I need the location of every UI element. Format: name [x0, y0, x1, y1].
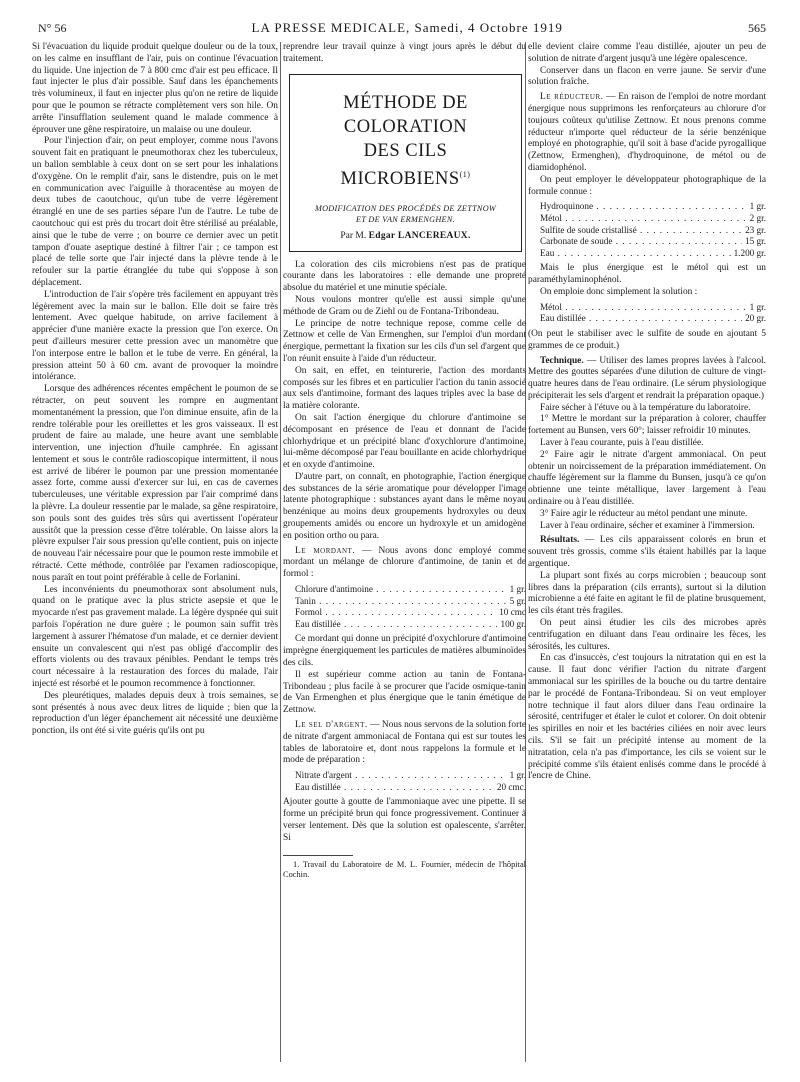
author-line: Par M. Edgar LANCEREAUX.	[340, 230, 471, 241]
article-title	[300, 91, 511, 191]
journal-title: LA PRESSE MEDICALE, Samedi, 4 Octobre 1919	[251, 20, 563, 35]
recipe-developer	[540, 201, 766, 259]
paragraph: En cas d'insuccès, c'est toujours la nitratation qui en est la cause. Il faut donc vérifier l'action du nitrate d'argent ammoniacal sur les spirilles de la bouche ou du tartre dentaire par le procédé de Fontana-Tribondeau. Si on veut employer notre technique il faut alors diluer dans l'eau ordinaire la sérosité, centrifuger et étaler le culot et colorer. On doit obtenir les spirilles en noir et les bactéries ciliées en noir avec leurs cils. S'il se fait un précipité intense au moment de la nitratation, cela n'a pas d'importance, les cils se voient sur le précipité comme s'ils étaient enlisés comme dans le procédé à l'encre de Chine.	[528, 653, 766, 782]
paragraph: Pour l'injection d'air, on peut employer, comme nous l'avons souvent fait en pratiquant le pneumothorax chez les tuberculeux, un ballon semblable à ceux dont on se sert pour les inhalations d'oxygène. On le remplit d'air, sans le distendre, puis on le met en communication avec l'aiguille à thoracentèse au moyen de deux tubes de caoutchouc, qu'un tube de verre légèrement étranglé en une de ses parties sépare l'un de l'autre. Le tube de caoutchouc qui est près du trocart doit être stérilisé au préalable, ainsi que le tube de verre ; on bourre ce dernier avec un petit tampon d'ouate aseptique destiné à filtrer l'air ; ce tampon est placé de telle sorte que l'air injecté dans la plèvre tende à le refouler sur la partie étranglée du tube qui s'oppose à son déplacement.	[32, 136, 278, 288]
paragraph: Il est supérieur comme action au tanin de Fontana-Tribondeau ; plus facile à se procurer que l'acide osmique-tanin de Van Ermenghen et plus énergique que le tanin émétique de Zettnow.	[283, 669, 526, 716]
paragraph: (On peut le stabiliser avec le sulfite de soude en ajoutant 5 grammes de ce produit.)	[528, 328, 766, 351]
paragraph: Si l'évacuation du liquide produit quelque douleur ou de la toux, on les calme en insufflant de l'air, puis on continue l'évacuation du liquide. Une injection de 7 à 800 cmc d'air est peu efficace. Il faut injecter le plus d'air possible. Sauf dans les épanchements très volumineux, il faut en injecter plus qu'on ne retire de liquide pour que le poumon se rétracte complètement vers son hile. On arrête l'insufflation seulement quand le malade commence à éprouver une gêne respiratoire, un malaise ou une douleur.	[32, 42, 278, 135]
paragraph: La coloration des cils microbiens n'est pas de pratique courante dans les laboratoires : elle demande une propreté absolue du matériel et une minutie spéciale.	[283, 259, 526, 294]
paragraph: Nous voulons montrer qu'elle est aussi simple qu'une méthode de Gram ou de Ziehl ou de Fontana-Tribondeau.	[283, 294, 526, 317]
column-1	[32, 42, 278, 738]
footnote-rule	[283, 855, 353, 856]
paragraph-silver: Le sel d'argent. — Nous nous servons de la solution forte de nitrate d'argent ammoniacal de Fontana qui est sur toutes les tables de laboratoire et, dont nous rappelons la formule et le mode de préparation :	[283, 720, 527, 766]
recipe-row: Eau . . . 1.200 gr.	[540, 248, 766, 260]
section-label: Résultats.	[540, 535, 580, 546]
paragraph: On sait l'action énergique du chlorure d'antimoine se décomposant en présence de l'eau et donnant de l'acide chlorhydrique et un précipité blanc d'oxychlorure d'antimoine, lui-même décomposé par l'eau bouillante en acide chlorhydrique et en oxyde d'antimoine.	[283, 412, 526, 471]
recipe-silver	[295, 770, 526, 793]
recipe-row: Carbonate de soude . . . 15 gr.	[540, 236, 766, 248]
paragraph: On peut ainsi étudier les cils des microbes après centrifugation en diluant dans l'eau ordinaire les fèces, les sérosités, les cultures.	[528, 618, 766, 652]
author-name: Edgar LANCEREAUX.	[368, 230, 471, 241]
recipe-row: Tanin . . . 5 gr.	[295, 596, 526, 608]
step: 3° Faire agir le réducteur au métol pendant une minute.	[540, 508, 748, 519]
recipe-row: Métol . . . 2 gr.	[540, 213, 766, 225]
paragraph-technique: Technique. — Utiliser des lames propres lavées à l'alcool. Mettre des gouttes séparées d'une dilution de culture de vingt-quatre heures dans de l'eau ordinaire. (Le sérum physiologique précipiterait les sels d'argent et rendrait la préparation opaque.)	[528, 355, 767, 401]
paragraph: reprendre leur travail quinze à vingt jours après le début du traitement.	[283, 42, 526, 64]
running-header	[38, 20, 766, 38]
section-label: Le sel d'argent.	[295, 720, 368, 731]
paragraph: Lorsque des adhérences récentes empêchent le poumon de se rétracter, on peut souvent les rompre en augmentant momentanément la pression, que l'on diminue ensuite, afin de la rendre tolérable pour les oreillettes et les gros vaisseaux. Il est prudent de faire au malade, une heure avant une semblable intervention, une injection d'huile camphrée. En agissant lentement et sous le contrôle radioscopique intermittent, il nous est arrivé de libérer le poumon par une pression momentanée assez forte, comme aussi d'exercer sur lui, en cas de cavernes tuberculeuses, une véritable expression par l'air comprimé dans la plèvre. La douleur ressentie par le malade, sa gêne respiratoire, son pouls sont des guides très sûrs qui avertissent l'opérateur aussitôt que la pression cesse d'être tolérable. On laisse alors la plèvre expulser l'air sous pression qu'elle contient, puis on injecte de nouveau l'air nécessaire pour que le poumon reste immobile et rétracté. Cette méthode, contrôlée par l'examen radioscopique, nous paraît en tout point préférable à celle de Forlanini.	[32, 384, 278, 583]
step: 1° Mettre le mordant sur la préparation à colorer, chauffer fortement au Bunsen, vers 60°; laisser refroidir 10 minutes.	[528, 414, 766, 437]
recipe-metol	[540, 302, 766, 325]
paragraph: Ce mordant qui donne un précipité d'oxychlorure d'antimoine imprègne énergiquement les particules de matières albuminoïdes des cils.	[283, 634, 526, 669]
paragraph: On sait, en effet, en teinturerie, l'action des mordants composés sur les fibres et en particulier l'action du tanin associé aux sels d'antimoine, formant des laques triples avec la base de la matière colorante.	[283, 365, 526, 412]
footnote-marker: (1)	[459, 169, 471, 179]
paragraph: Mais le plus énergique est le métol qui est un paraméthylaminophénol.	[528, 263, 766, 286]
paragraph-mordant: Le mordant. — Nous avons donc employé comme mordant un mélange de chlorure d'antimoine, de tanin et de formol :	[283, 545, 527, 580]
recipe-row: Nitrate d'argent . . . 1 gr.	[295, 770, 526, 782]
step: Laver à l'eau courante, puis à l'eau distillée.	[540, 438, 704, 449]
section-label: Technique.	[540, 355, 584, 366]
paragraph: D'autre part, on connaît, en photographie, l'action énergique des substances de la série aromatique pour développer l'image latente photographique : substances ayant dans le même noyau benzénique au moins deux groupements hydroxyles ou deux groupements amidés ou encore un hydroxyle et un amidogène en position ortho ou para.	[283, 471, 526, 541]
recipe-row: Eau distillée . . . 100 gr.	[295, 619, 526, 631]
recipe-row: Hydroquinone . . . 1 gr.	[540, 201, 766, 213]
paragraph: Le principe de notre technique repose, comme celle de Zettnow et celle de Van Ermenghen, sur l'emploi d'un mordant énergique, permettant la fixation sur les cils d'un sel d'argent que l'on réunit ensuite à l'aide d'un réducteur.	[283, 318, 526, 364]
recipe-row: Métol . . . 1 gr.	[540, 302, 766, 314]
step: 2° Faire agir le nitrate d'argent ammoniacal. On peut obtenir un noircissement de la préparation immédiatement. On chauffe légèrement sur la flamme du Bunsen, jusqu'à ce qu'on obtienne une teinte métallique, laver largement à l'eau ordinaire ou à l'eau distillée.	[528, 449, 766, 508]
footnote: 1. Travail du Laboratoire de M. L. Fournier, médecin de l'hôpital Cochin.	[283, 859, 526, 879]
paragraph: Les inconvénients du pneumothorax sont absolument nuls, quand on le pratique avec la plus stricte asepsie et que le myocarde n'est pas gravement malade. La légère dyspnée qui suit parfois l'opération ne dure guère ; le poumon sain suffit très largement à assurer l'hématose d'un malade, et ce dernier devient ensuite un convalescent qui n'est pas obligé d'accomplir des efforts violents ou des travaux pénibles. Pendant le temps très court nécessaire à la restauration des forces du malade, l'air injecté est résorbé et le poumon recommence à fonctionner.	[32, 584, 278, 690]
paragraph-results: Résultats. — Les cils apparaissent colorés en brun et souvent très grossis, comme s'ils étaient habillés par la laque argentique.	[528, 535, 767, 570]
issue-number: N° 56	[38, 21, 67, 35]
paragraph: Conserver dans un flacon en verre jaune. Se servir d'une solution fraîche.	[528, 65, 766, 88]
column-divider	[280, 42, 281, 1062]
column-3	[528, 42, 766, 783]
recipe-row: Eau distillée . . . 20 cmc.	[295, 782, 526, 794]
paragraph-reducer: Le réducteur. — En raison de l'emploi de notre mordant énergique nous supprimons les renforçateurs au chlorure d'or toujours coûteux qu'utilise Zettnow. Et nous prenons comme réducteur n'importe quel réducteur de la série benzénique employé en photographie, qu'il soit à base d'acide pyrogallique (Zettnow, Ermenghen), d'hydroquinone, de métol ou de diamidophénol.	[528, 92, 766, 173]
article-title-box	[289, 74, 522, 252]
section-label: Le mordant.	[295, 545, 356, 556]
recipe-row: Eau distillée . . . 20 gr.	[540, 313, 766, 325]
step: Faire sécher à l'étuve ou à la température du laboratoire.	[540, 402, 751, 413]
paragraph: La plupart sont fixés au corps microbien ; beaucoup sont libres dans la préparation (cils errants), surtout si la dilution microbienne a été faite en agitant le fil de platine brusquement, les cils étant très fragiles.	[528, 570, 766, 617]
article-subtitle: MODIFICATION DES PROCÉDÉS DE ZETTNOW ET DE VAN ERMENGHEN.	[314, 203, 497, 224]
step: Laver à l'eau ordinaire, sécher et examiner à l'immersion.	[540, 520, 755, 531]
paragraph: Des pleurétiques, malades depuis deux à trois semaines, se sont présentés à nous avec deux litres de liquide ; bien que la reproduction d'un léger épanchement ait nécessité une deuxième ponction, ils ont été si vite guéris qu'ils ont pu	[32, 690, 278, 737]
title-line-1: MÉTHODE DE COLORATION	[343, 92, 468, 137]
section-label: Le réducteur.	[540, 92, 604, 103]
page-number: 565	[747, 21, 766, 35]
paragraph: L'introduction de l'air s'opère très facilement en appuyant très légèrement avec la main sur le ballon. Elle doit se faire très lentement. Avec quelque habitude, on arrive facilement à apprécier d'une manière exacte la pression que l'on exerce. On peut d'ailleurs mesurer cette pression avec un manomètre que l'on interpose entre le ballon et le tube de verre. En général, la pression atteint 50 à 60 cm. avant de provoquer la moindre intolérance.	[32, 289, 278, 383]
column-2	[283, 42, 526, 880]
paragraph: On emploie donc simplement la solution :	[540, 286, 698, 297]
recipe-mordant	[295, 584, 526, 630]
paragraph: Ajouter goutte à goutte de l'ammoniaque avec une pipette. Il se forme un précipité brun qui fonce progressivement. Continuer à verser lentement. Dès que la solution est opalescente, s'arrêter. Si	[283, 797, 526, 843]
recipe-row: Formol . . . 10 cmc	[295, 607, 526, 619]
paragraph: On peut employer le développateur photographique de la formule connue :	[528, 174, 766, 197]
paragraph: elle devient claire comme l'eau distillée, ajouter un peu de solution de nitrate d'argent jusqu'à une légère opalescence.	[528, 42, 766, 64]
title-line-2: DES CILS MICROBIENS	[340, 140, 460, 189]
recipe-row: Sulfite de soude cristallisé . . . 23 gr.	[540, 225, 766, 237]
recipe-row: Chlorure d'antimoine . . . 1 gr.	[295, 584, 526, 596]
